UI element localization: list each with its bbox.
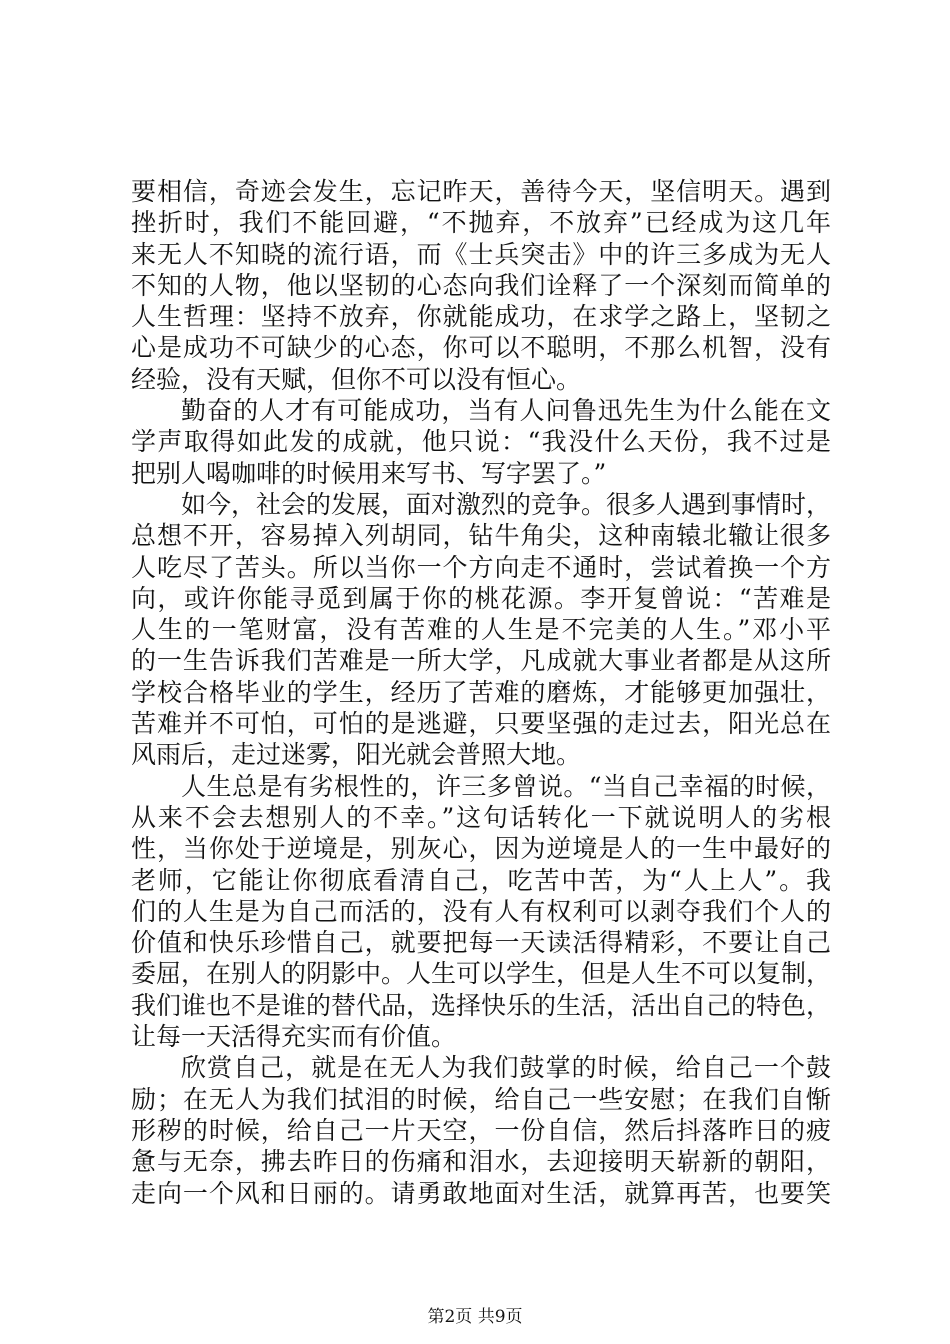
text-line: 风雨后，走过迷雾，阳光就会普照大地。: [131, 740, 582, 770]
text-line: 苦难并不可怕，可怕的是逃避，只要坚强的走过去，阳光总在: [131, 709, 831, 739]
text-line: 把别人喝咖啡的时候用来写书、写字罢了。”: [131, 458, 607, 488]
text-line: 走向一个风和日丽的。请勇敢地面对生活，就算再苦，也要笑: [131, 1178, 831, 1208]
text-line: 人生哲理：坚持不放弃，你就能成功，在求学之路上，坚韧之: [131, 302, 831, 332]
text-line: 们的人生是为自己而活的，没有人有权利可以剥夺我们个人的: [131, 896, 831, 926]
text-line: 惫与无奈，拂去昨日的伤痛和泪水，去迎接明天崭新的朝阳，: [131, 1147, 831, 1177]
text-line: 勤奋的人才有可能成功，当有人问鲁迅先生为什么能在文: [181, 396, 831, 426]
text-line: 欣赏自己，就是在无人为我们鼓掌的时候，给自己一个鼓: [181, 1053, 831, 1083]
document-body: [131, 176, 831, 1209]
text-line: 经验，没有天赋，但你不可以没有恒心。: [131, 364, 582, 394]
text-line: 性，当你处于逆境是，别灰心，因为逆境是人的一生中最好的: [131, 834, 831, 864]
text-line: 的一生告诉我们苦难是一所大学，凡成就大事业者都是从这所: [131, 646, 831, 676]
text-line: 学声取得如此发的成就，他只说：“我没什么天份，我不过是: [131, 427, 831, 457]
text-line: 总想不开，容易掉入列胡同，钻牛角尖，这种南辕北辙让很多: [131, 521, 831, 551]
text-line: 要相信，奇迹会发生，忘记昨天，善待今天，坚信明天。遇到: [131, 177, 831, 206]
text-line: 让每一天活得充实而有价值。: [131, 1022, 457, 1052]
text-line: 不知的人物，他以坚韧的心态向我们诠释了一个深刻而简单的: [131, 270, 831, 300]
text-line: 人生的一笔财富，没有苦难的人生是不完美的人生。”邓小平: [131, 615, 831, 645]
text-line: 形秽的时候，给自己一片天空，一份自信，然后抖落昨日的疲: [131, 1115, 831, 1145]
text-line: 老师，它能让你彻底看清自己，吃苦中苦，为“人上人”。我: [131, 865, 831, 895]
text-line: 学校合格毕业的学生，经历了苦难的磨炼，才能够更加强壮，: [131, 677, 831, 707]
text-line: 人生总是有劣根性的，许三多曾说。“当自己幸福的时候，: [181, 771, 831, 801]
text-line: 挫折时，我们不能回避，“不抛弃，不放弃”已经成为这几年: [131, 208, 831, 238]
text-line: 我们谁也不是谁的替代品，选择快乐的生活，活出自己的特色，: [131, 990, 832, 1020]
text-line: 向，或许你能寻觅到属于你的桃花源。李开复曾说：“苦难是: [131, 583, 831, 613]
text-line: 人吃尽了苦头。所以当你一个方向走不通时，尝试着换一个方: [131, 552, 831, 582]
text-line: 心是成功不可缺少的心态，你可以不聪明，不那么机智，没有: [131, 333, 831, 363]
page-number-footer: 第2页 共9页: [427, 1307, 523, 1327]
text-line: 来无人不知晓的流行语，而《士兵突击》中的许三多成为无人: [131, 239, 831, 269]
text-line: 励；在无人为我们拭泪的时候，给自己一些安慰；在我们自惭: [131, 1084, 831, 1114]
text-line: 委屈，在别人的阴影中。人生可以学生，但是人生不可以复制，: [131, 959, 832, 989]
text-line: 价值和快乐珍惜自己，就要把每一天读活得精彩，不要让自己: [131, 928, 831, 958]
text-line: 从来不会去想别人的不幸。”这句话转化一下就说明人的劣根: [131, 802, 831, 832]
text-line: 如今，社会的发展，面对激烈的竞争。很多人遇到事情时，: [181, 489, 832, 519]
